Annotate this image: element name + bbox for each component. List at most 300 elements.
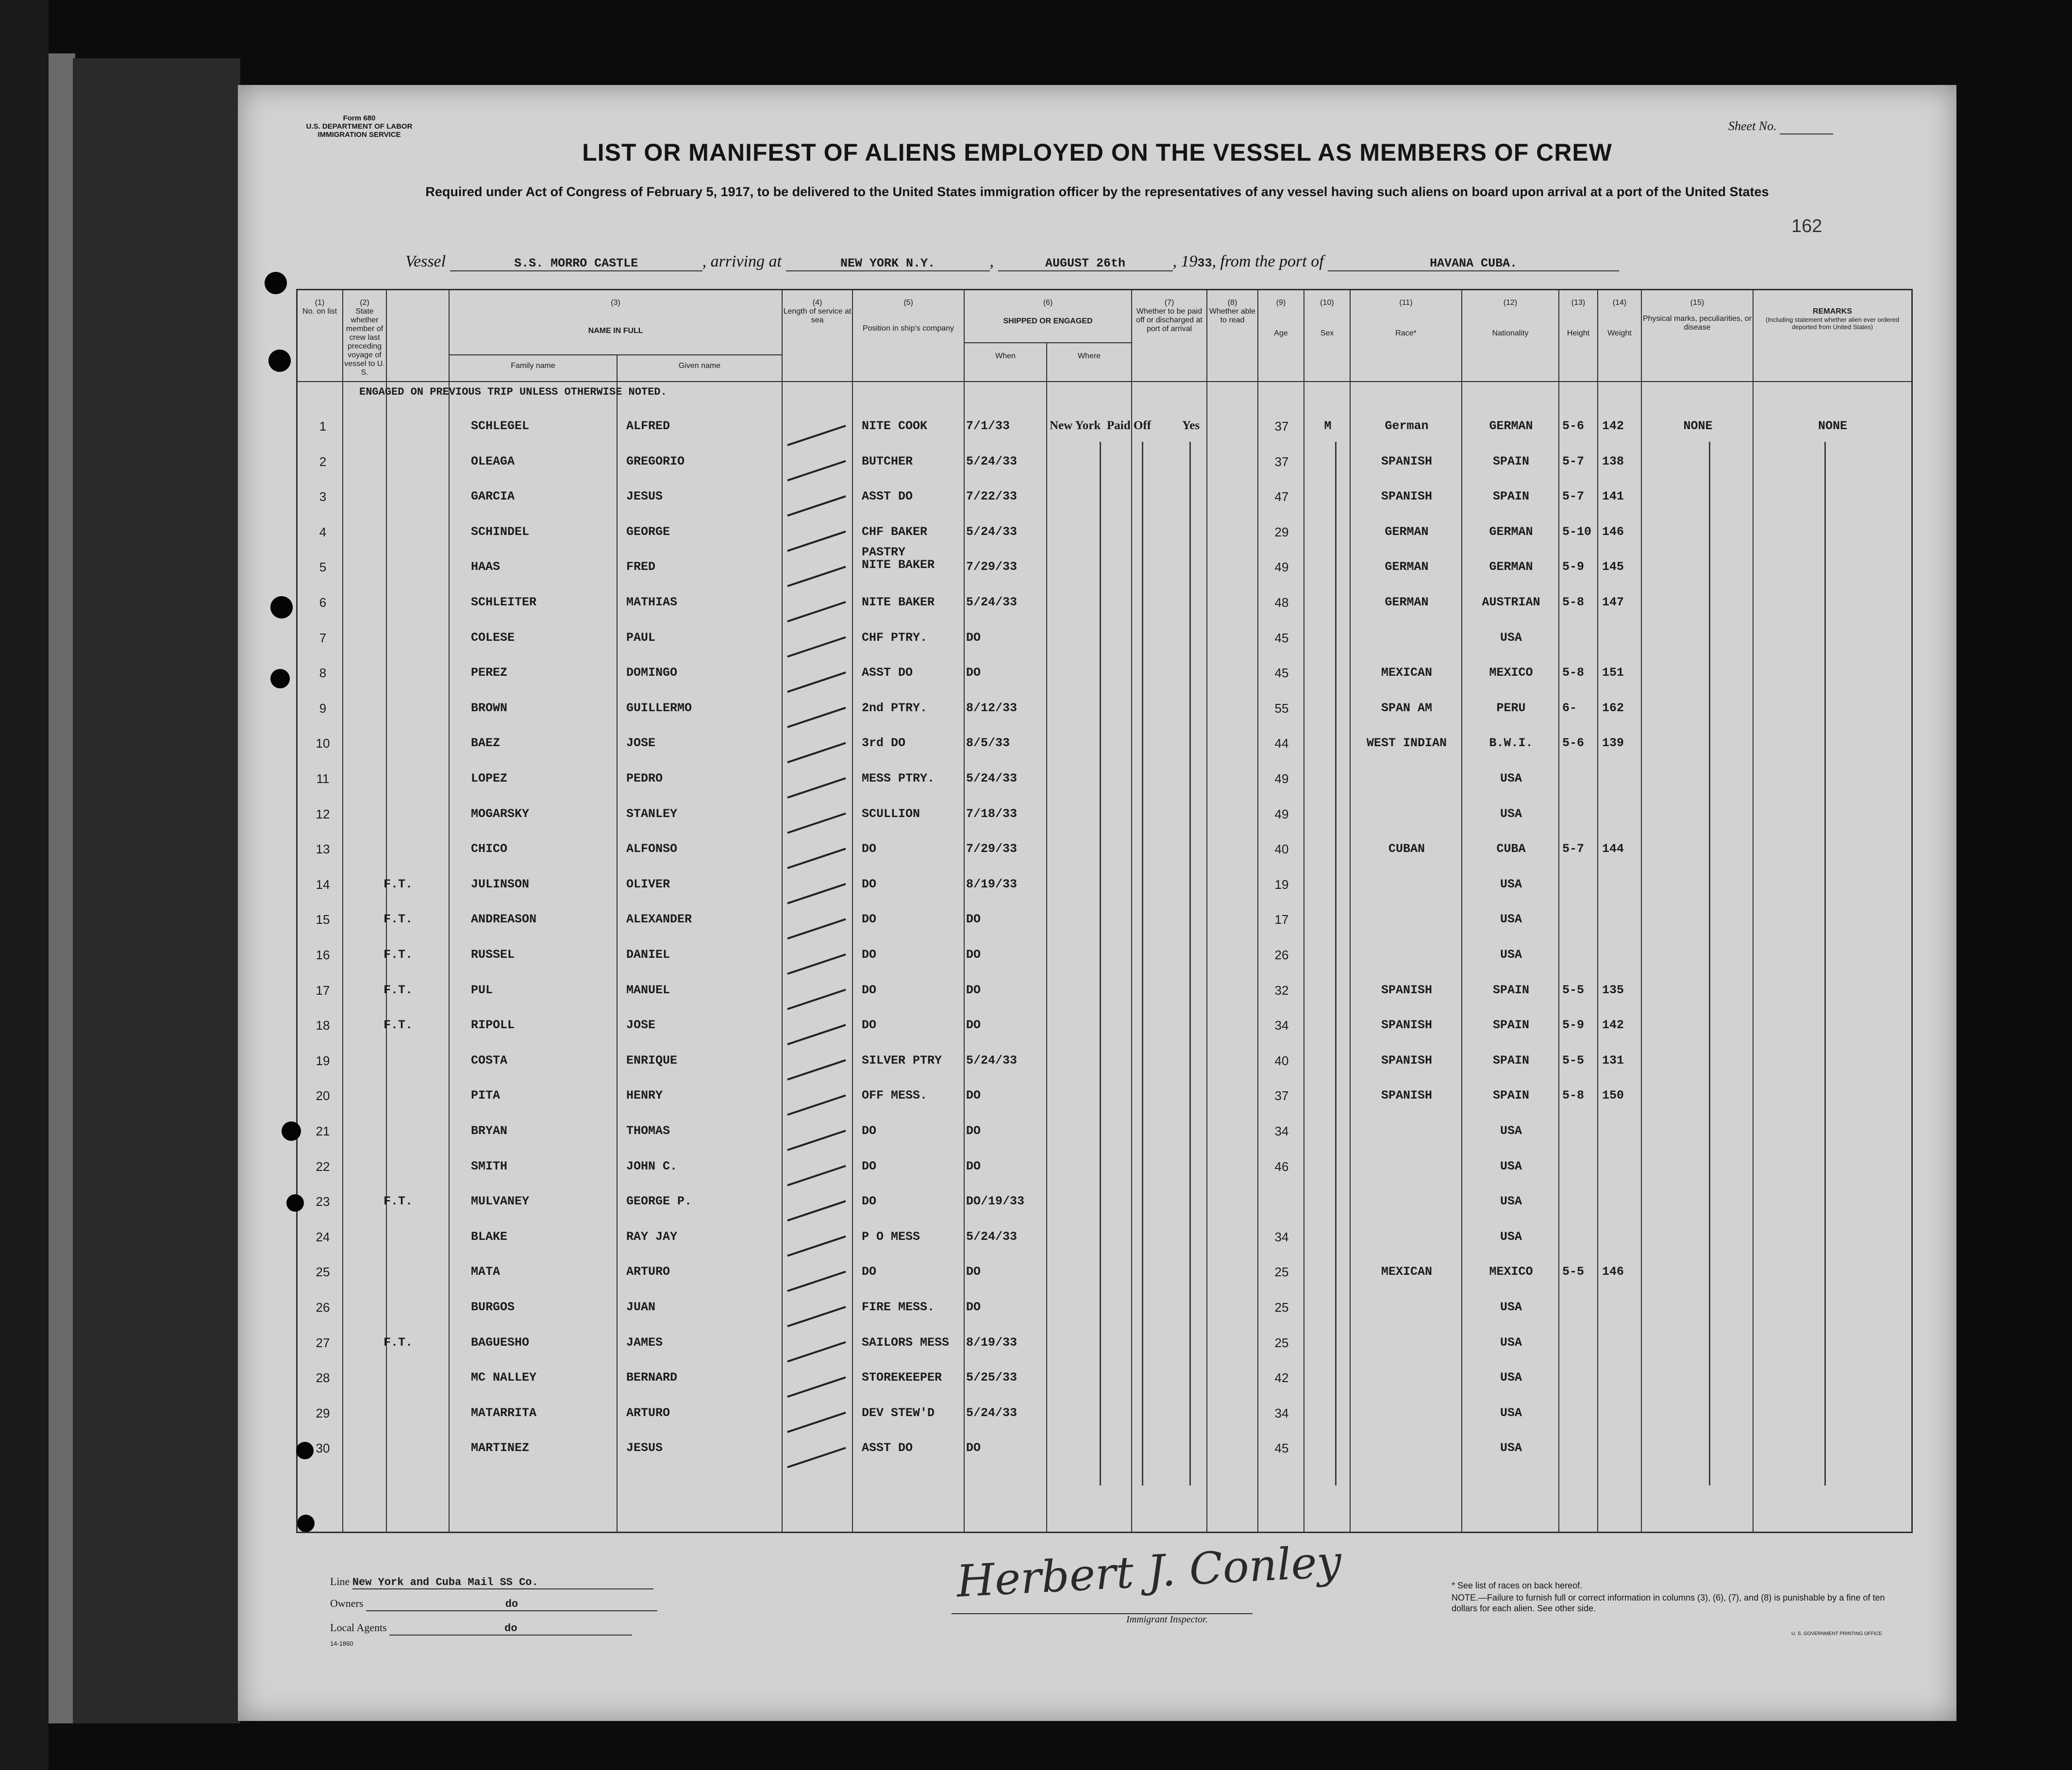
cell-given: JESUS: [626, 1441, 663, 1455]
cell-race: CUBAN: [1388, 842, 1425, 856]
col1-header: (1) No. on list: [302, 299, 337, 316]
col6-when-header: When: [995, 352, 1016, 360]
cell-age: 45: [1274, 630, 1289, 645]
cell-family: BLAKE: [471, 1229, 508, 1244]
cell-when: DO: [966, 948, 981, 962]
cell-nationality: USA: [1500, 948, 1522, 962]
cell-position: ASST DO: [862, 1441, 913, 1455]
cell-race: SPANISH: [1381, 1053, 1433, 1068]
cell-age: 26: [1274, 948, 1289, 962]
cell-nationality: GERMAN: [1489, 560, 1533, 574]
cell-given: DOMINGO: [626, 666, 678, 680]
document-subtitle: Required under Act of Congress of February 5, 1917, to be delivered to the United States immigration officer by the representatives of any vessel having such aliens on board upon arrival at a port of the United States: [425, 184, 1769, 199]
cell-no: 22: [316, 1159, 330, 1174]
cell-nationality: USA: [1500, 877, 1522, 891]
cell-position: DO: [862, 1265, 877, 1279]
cell-position: CHF BAKER: [862, 524, 928, 539]
cell-nationality: USA: [1500, 1229, 1522, 1244]
cell-position: DO: [862, 912, 877, 927]
cell-given: ENRIQUE: [626, 1053, 678, 1068]
cell-age: 42: [1274, 1370, 1289, 1386]
cell-age: 25: [1274, 1265, 1289, 1280]
cell-age: 34: [1274, 1124, 1289, 1138]
cell-prev: F.T.: [384, 1194, 413, 1209]
cell-weight: 135: [1602, 983, 1624, 997]
cell-family: PUL: [471, 983, 493, 997]
departure-port: HAVANA CUBA.: [1328, 256, 1619, 271]
cell-race: MEXICAN: [1381, 666, 1433, 680]
table-row: [238, 940, 1956, 975]
cell-age: 47: [1274, 489, 1289, 504]
table-row: [238, 1398, 1956, 1434]
cell-given: ALFRED: [626, 419, 670, 433]
cell-no: 16: [316, 948, 330, 962]
cell-family: BROWN: [471, 701, 508, 715]
table-row: [238, 1222, 1956, 1257]
cell-given: PEDRO: [626, 771, 663, 785]
table-row: [238, 1081, 1956, 1116]
vessel-line: Vessel S.S. MORRO CASTLE , arriving at NEW YORK N.Y. , AUGUST 26th , 1933, from the port of HAVANA CUBA.: [405, 252, 1619, 271]
cell-when: DO: [966, 630, 981, 645]
punch-hole: [282, 1121, 301, 1141]
cell-no: 10: [316, 736, 330, 751]
cell-position: ASST DO: [862, 666, 913, 680]
cell-when: 5/24/33: [966, 524, 1018, 539]
cell-nationality: USA: [1500, 1159, 1522, 1173]
cell-nationality: USA: [1500, 1300, 1522, 1314]
cell-weight: 138: [1602, 454, 1624, 468]
cell-race: SPANISH: [1381, 1018, 1433, 1033]
col4-header: (4) Length of service at sea: [783, 299, 852, 324]
cell-when: 7/18/33: [966, 806, 1018, 821]
table-row: [238, 1257, 1956, 1292]
cell-race: German: [1385, 419, 1429, 433]
cell-position: SILVER PTRY: [862, 1053, 942, 1068]
punch-hole: [265, 272, 287, 294]
races-note: * See list of races on back hereof.: [1452, 1581, 1583, 1590]
table-row: [238, 834, 1956, 869]
cell-prev: F.T.: [384, 983, 413, 997]
cell-no: 14: [316, 877, 330, 892]
cell-family: MARTINEZ: [471, 1441, 530, 1455]
table-row: [238, 1010, 1956, 1046]
form-code: 14-1860: [330, 1640, 353, 1647]
table-row: [238, 411, 1956, 447]
cell-nationality: USA: [1500, 771, 1522, 785]
cell-given: GEORGE: [626, 524, 670, 539]
cell-when: 8/19/33: [966, 877, 1018, 891]
arrival-port: NEW YORK N.Y.: [786, 256, 990, 271]
cell-age: 49: [1274, 806, 1289, 821]
col15-header: (15) Physical marks, peculiarities, or disease: [1642, 299, 1752, 332]
cell-race: SPANISH: [1381, 1088, 1433, 1103]
cell-race: GERMAN: [1385, 595, 1429, 609]
cell-when: 8/5/33: [966, 736, 1010, 751]
cell-no: 3: [319, 489, 327, 504]
cell-family: ANDREASON: [471, 912, 537, 927]
cell-marks: NONE: [1683, 419, 1713, 433]
table-row: [238, 623, 1956, 658]
cell-weight: 146: [1602, 1265, 1624, 1279]
cell-family: MOGARSKY: [471, 806, 530, 821]
cell-height: 5-6: [1562, 736, 1585, 751]
cell-age: 45: [1274, 666, 1289, 681]
cell-race: SPAN AM: [1381, 701, 1433, 715]
cell-nationality: SPAIN: [1492, 454, 1529, 468]
cell-when: 7/1/33: [966, 419, 1010, 433]
cell-when: 5/24/33: [966, 454, 1018, 468]
cell-weight: 142: [1602, 419, 1624, 433]
cell-family: OLEAGA: [471, 454, 515, 468]
cell-given: FRED: [626, 560, 656, 574]
cell-family: HAAS: [471, 560, 501, 574]
cell-height: 6-: [1562, 701, 1577, 715]
cell-age: 17: [1274, 912, 1289, 927]
col6-header: (6) SHIPPED OR ENGAGED: [1003, 299, 1093, 325]
cell-given: JESUS: [626, 489, 663, 504]
cell-nationality: AUSTRIAN: [1482, 595, 1540, 609]
table-row: [238, 1152, 1956, 1187]
cell-age: 34: [1274, 1018, 1289, 1033]
col5-header: (5) Position in ship's company: [862, 299, 954, 333]
col10-header: (10) Sex: [1320, 299, 1334, 337]
cell-height: 5-8: [1562, 666, 1585, 680]
cell-position: DO: [862, 1124, 877, 1138]
cell-family: CHICO: [471, 842, 508, 856]
cell-when: 7/29/33: [966, 842, 1018, 856]
cell-nationality: GERMAN: [1489, 419, 1533, 433]
cell-position: DEV STEW'D: [862, 1405, 935, 1420]
cell-nationality: MEXICO: [1489, 666, 1533, 680]
cell-no: 11: [316, 771, 330, 786]
cell-height: 5-9: [1562, 1018, 1585, 1033]
cell-weight: 147: [1602, 595, 1624, 609]
penalty-note: NOTE.—Failure to furnish full or correct information in columns (3), (6), (7), and (8) is punishable by a fine of ten dollars for each alien. See other side.: [1452, 1593, 1885, 1613]
cell-given: GEORGE P.: [626, 1194, 692, 1209]
cell-no: 24: [316, 1229, 330, 1244]
cell-age: 49: [1274, 771, 1289, 786]
cell-position: FIRE MESS.: [862, 1300, 935, 1314]
printer-imprint: U. S. GOVERNMENT PRINTING OFFICE: [1791, 1631, 1882, 1636]
punch-hole: [296, 1442, 314, 1459]
cell-nationality: MEXICO: [1489, 1265, 1533, 1279]
inspector-signature: Herbert J. Conley: [955, 1536, 1343, 1607]
cell-age: 19: [1274, 877, 1289, 892]
table-row: [238, 482, 1956, 517]
cell-when: DO: [966, 1124, 981, 1138]
punch-hole: [297, 1515, 315, 1532]
cell-given: JUAN: [626, 1300, 656, 1314]
cell-no: 7: [319, 630, 327, 645]
cell-family: SCHLEITER: [471, 595, 537, 609]
cell-age: 25: [1274, 1335, 1289, 1350]
table-row: [238, 728, 1956, 764]
table-row: [238, 764, 1956, 799]
cell-no: 6: [319, 595, 327, 610]
cell-age: 46: [1274, 1159, 1289, 1174]
cell-prev: F.T.: [384, 912, 413, 927]
table-row: [238, 1116, 1956, 1152]
cell-no: 26: [316, 1300, 330, 1315]
cell-weight: 151: [1602, 666, 1624, 680]
cell-nationality: SPAIN: [1492, 1018, 1529, 1033]
cell-age: 37: [1274, 454, 1289, 469]
cell-given: THOMAS: [626, 1124, 670, 1138]
cell-nationality: SPAIN: [1492, 1053, 1529, 1068]
cell-position: DO: [862, 983, 877, 997]
cell-height: 5-8: [1562, 1088, 1585, 1103]
cell-prev: F.T.: [384, 948, 413, 962]
cell-no: 30: [316, 1441, 330, 1456]
cell-given: ARTURO: [626, 1265, 670, 1279]
cell-age: 34: [1274, 1405, 1289, 1420]
cell-nationality: PERU: [1496, 701, 1526, 715]
table-row: [238, 693, 1956, 729]
cell-age: 55: [1274, 701, 1289, 716]
cell-family: LOPEZ: [471, 771, 508, 785]
col2-header: (2) State whether member of crew last preceding voyage of vessel to U. S.: [344, 299, 385, 377]
col13-header: (13) Height: [1567, 299, 1590, 337]
cell-paid: Paid Off: [1107, 419, 1151, 432]
cell-no: 9: [319, 701, 327, 716]
cell-nationality: B.W.I.: [1489, 736, 1533, 751]
table-row: [238, 1363, 1956, 1398]
cell-weight: 141: [1602, 489, 1624, 504]
cell-position: 2nd PTRY.: [862, 701, 928, 715]
cell-race: SPANISH: [1381, 489, 1433, 504]
form-id: Form 680 U.S. DEPARTMENT OF LABOR IMMIGRATION SERVICE: [306, 114, 413, 139]
document-title: LIST OR MANIFEST OF ALIENS EMPLOYED ON THE VESSEL AS MEMBERS OF CREW: [582, 139, 1612, 166]
cell-race: WEST INDIAN: [1366, 736, 1447, 751]
cell-position: OFF MESS.: [862, 1088, 928, 1103]
cell-when: DO: [966, 1300, 981, 1314]
cell-when: 5/24/33: [966, 1053, 1018, 1068]
cell-nationality: SPAIN: [1492, 1088, 1529, 1103]
cell-when: DO: [966, 1441, 981, 1455]
cell-no: 8: [319, 666, 327, 681]
cell-given: RAY JAY: [626, 1229, 678, 1244]
cell-position: DO: [862, 1194, 877, 1209]
cell-nationality: GERMAN: [1489, 524, 1533, 539]
vessel-name: S.S. MORRO CASTLE: [450, 256, 702, 271]
cell-no: 12: [316, 806, 330, 821]
cell-position: DO: [862, 842, 877, 856]
cell-nationality: SPAIN: [1492, 983, 1529, 997]
cell-family: MC NALLEY: [471, 1370, 537, 1385]
cell-position: SAILORS MESS: [862, 1335, 950, 1350]
table-row: [238, 1433, 1956, 1469]
col14-header: (14) Weight: [1607, 299, 1632, 337]
cell-when: 7/22/33: [966, 489, 1018, 504]
cell-no: 4: [319, 524, 327, 539]
cell-nationality: CUBA: [1496, 842, 1526, 856]
cell-race: MEXICAN: [1381, 1265, 1433, 1279]
cell-age: 29: [1274, 524, 1289, 539]
table-row: [238, 447, 1956, 482]
cell-weight: 144: [1602, 842, 1624, 856]
cell-when: DO: [966, 983, 981, 997]
cell-no: 23: [316, 1194, 330, 1209]
cell-when: DO: [966, 1265, 981, 1279]
cell-weight: 150: [1602, 1088, 1624, 1103]
cell-nationality: USA: [1500, 1124, 1522, 1138]
cell-family: BAEZ: [471, 736, 501, 751]
cell-family: JULINSON: [471, 877, 530, 891]
cell-family: RUSSEL: [471, 948, 515, 962]
table-row: [238, 1328, 1956, 1363]
cell-given: JOHN C.: [626, 1159, 678, 1173]
cell-age: 34: [1274, 1229, 1289, 1244]
cell-when: DO: [966, 912, 981, 927]
cell-read: Yes: [1182, 419, 1200, 432]
cell-age: 49: [1274, 560, 1289, 575]
col3-given-header: Given name: [678, 362, 721, 370]
cell-height: 5-6: [1562, 419, 1585, 433]
cell-given: DANIEL: [626, 948, 670, 962]
cell-age: 37: [1274, 1088, 1289, 1103]
cell-given: BERNARD: [626, 1370, 678, 1385]
cell-position: 3rd DO: [862, 736, 906, 751]
cell-age: 48: [1274, 595, 1289, 610]
cell-position: DO: [862, 1159, 877, 1173]
cell-position: CHF PTRY.: [862, 630, 928, 645]
cell-no: 15: [316, 912, 330, 927]
cell-position: SCULLION: [862, 806, 920, 821]
cell-when: DO: [966, 1088, 981, 1103]
page-number: 162: [1791, 216, 1822, 236]
cell-sex: M: [1324, 419, 1332, 433]
cell-family: SMITH: [471, 1159, 508, 1173]
cell-height: 5-5: [1562, 1053, 1585, 1068]
cell-position: P O MESS: [862, 1229, 920, 1244]
cell-weight: 146: [1602, 524, 1624, 539]
cell-when: 8/12/33: [966, 701, 1018, 715]
cell-family: SCHINDEL: [471, 524, 530, 539]
agents-field: Local Agents do: [330, 1621, 632, 1636]
cell-height: 5-7: [1562, 454, 1585, 468]
scan-border-strip: [49, 53, 75, 1723]
cell-nationality: USA: [1500, 1405, 1522, 1420]
col16-header: REMARKS (Including statement whether alien ever ordered deported from United States): [1765, 307, 1900, 331]
cell-given: OLIVER: [626, 877, 670, 891]
cell-age: 40: [1274, 842, 1289, 857]
table-row: [238, 799, 1956, 835]
cell-no: 27: [316, 1335, 330, 1350]
cell-prev: F.T.: [384, 1018, 413, 1033]
cell-race: GERMAN: [1385, 560, 1429, 574]
cell-height: 5-8: [1562, 595, 1585, 609]
col7-header: (7) Whether to be paid off or discharged at port of arrival: [1136, 299, 1203, 333]
engaged-note: ENGAGED ON PREVIOUS TRIP UNLESS OTHERWISE NOTED.: [359, 386, 667, 398]
cell-height: 5-7: [1562, 842, 1585, 856]
cell-given: STANLEY: [626, 806, 678, 821]
cell-position: MESS PTRY.: [862, 771, 935, 785]
cell-nationality: USA: [1500, 1370, 1522, 1385]
punch-hole: [268, 350, 291, 372]
cell-no: 25: [316, 1265, 330, 1280]
cell-race: GERMAN: [1385, 524, 1429, 539]
cell-no: 5: [319, 560, 327, 575]
scan-border-left: [0, 0, 49, 1770]
cell-position: DO: [862, 1018, 877, 1033]
table-row: [238, 587, 1956, 623]
cell-race: SPANISH: [1381, 983, 1433, 997]
cell-family: COSTA: [471, 1053, 508, 1068]
punch-hole: [286, 1194, 304, 1212]
cell-age: 45: [1274, 1441, 1289, 1456]
cell-position: ASST DO: [862, 489, 913, 504]
cell-age: 32: [1274, 983, 1289, 998]
cell-when: 8/19/33: [966, 1335, 1018, 1350]
cell-nationality: USA: [1500, 630, 1522, 645]
table-row: [238, 904, 1956, 940]
table-row: [238, 545, 1956, 587]
cell-when: DO: [966, 1018, 981, 1033]
cell-given: HENRY: [626, 1088, 663, 1103]
cell-position: DO: [862, 948, 877, 962]
cell-race: SPANISH: [1381, 454, 1433, 468]
cell-no: 1: [319, 419, 327, 434]
cell-given: JAMES: [626, 1335, 663, 1350]
cell-nationality: SPAIN: [1492, 489, 1529, 504]
cell-no: 18: [316, 1018, 330, 1033]
cell-when: 5/24/33: [966, 771, 1018, 785]
col8-header: (8) Whether able to read: [1209, 299, 1256, 324]
cell-given: JOSE: [626, 736, 656, 751]
cell-height: 5-5: [1562, 983, 1585, 997]
cell-given: PAUL: [626, 630, 656, 645]
cell-prev: F.T.: [384, 1335, 413, 1350]
cell-no: 29: [316, 1405, 330, 1420]
cell-nationality: USA: [1500, 1441, 1522, 1455]
cell-weight: 162: [1602, 701, 1624, 715]
cell-weight: 142: [1602, 1018, 1624, 1033]
cell-where: New York: [1050, 419, 1101, 432]
cell-family: SCHLEGEL: [471, 419, 530, 433]
cell-remarks: NONE: [1818, 419, 1847, 433]
col12-header: (12) Nationality: [1492, 299, 1529, 337]
cell-weight: 131: [1602, 1053, 1624, 1068]
arrival-year: 33: [1197, 256, 1212, 270]
table-row: [238, 975, 1956, 1011]
cell-given: MATHIAS: [626, 595, 678, 609]
cell-position: NITE COOK: [862, 419, 928, 433]
cell-family: COLESE: [471, 630, 515, 645]
cell-nationality: USA: [1500, 806, 1522, 821]
punch-hole: [270, 669, 290, 688]
cell-age: 44: [1274, 736, 1289, 751]
col11-header: (11) Race*: [1395, 299, 1417, 337]
cell-family: RIPOLL: [471, 1018, 515, 1033]
cell-given: MANUEL: [626, 983, 670, 997]
cell-no: 20: [316, 1088, 330, 1103]
cell-family: GARCIA: [471, 489, 515, 504]
col6-where-header: Where: [1077, 352, 1101, 360]
table-row: [238, 658, 1956, 693]
punch-hole: [270, 596, 293, 618]
cell-when: 5/25/33: [966, 1370, 1018, 1385]
cell-family: PITA: [471, 1088, 501, 1103]
manifest-sheet: [238, 85, 1956, 1721]
paper-shadow: [73, 58, 240, 1723]
line-field: Line New York and Cuba Mail SS Co.: [330, 1575, 653, 1589]
cell-position: PASTRY NITE BAKER: [862, 545, 935, 572]
cell-family: PEREZ: [471, 666, 508, 680]
cell-position: BUTCHER: [862, 454, 913, 468]
cell-when: 5/24/33: [966, 1405, 1018, 1420]
table-row: [238, 1292, 1956, 1328]
cell-no: 13: [316, 842, 330, 857]
